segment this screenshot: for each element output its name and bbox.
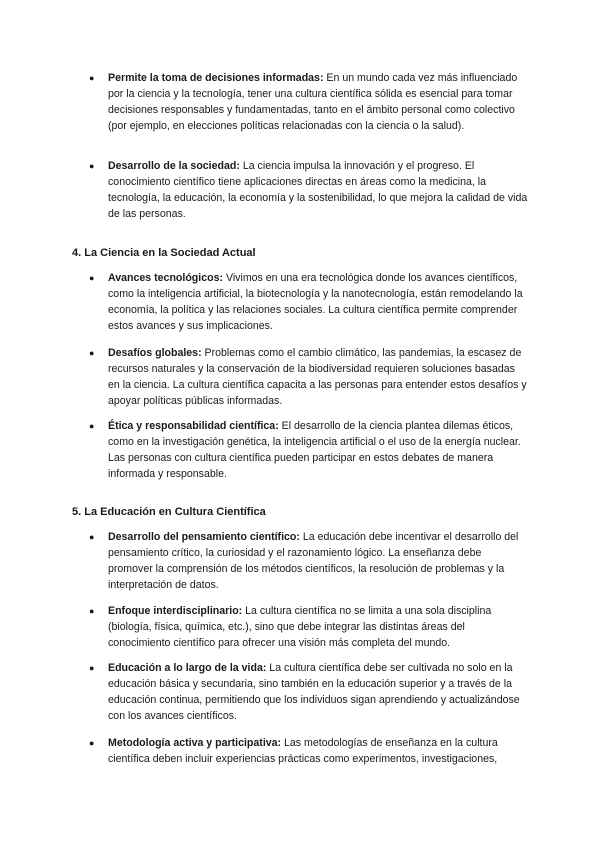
item-text: El desarrollo de la ciencia plantea dilemas éticos, como en la investigación genética, la inteligencia artificial o el uso de la energía nuclear. Las personas con cultura científica pueden participar en estos debates de manera informada y responsable.: [108, 420, 521, 480]
item-label: Metodología activa y participativa:: [108, 737, 282, 749]
bullet-icon: ●: [89, 348, 95, 358]
item-text: La cultura científica debe ser cultivada no solo en la educación básica y secundaria, sino también en la educación superior y a través de la educación continua, permitiendo que los individuos sigan aprendiendo y actualizándose con los avances científicos.: [108, 662, 520, 722]
item-label: Enfoque interdisciplinario:: [108, 605, 243, 617]
item-text: La ciencia impulsa la innovación y el progreso. El conocimiento científico tiene aplicaciones directas en áreas como la medicina, la tecnología, la educación, la economía y la sostenibilidad, lo que mejora la calidad de vida de las personas.: [108, 160, 528, 220]
list-item: [89, 418, 528, 482]
list-item: [89, 270, 528, 334]
item-text: Vivimos en una era tecnológica donde los avances científicos, como la inteligencia artificial, la biotecnología y la nanotecnología, están remodelando la economía, la política y las relaciones sociales. La cultura científica permite comprender estos avances y sus implicaciones.: [108, 272, 523, 332]
bullet-icon: ●: [89, 273, 95, 283]
section-heading: 5. La Educación en Cultura Científica: [72, 506, 266, 518]
list-item: [89, 70, 528, 134]
item-label: Permite la toma de decisiones informadas:: [108, 72, 324, 84]
item-label: Desafíos globales:: [108, 347, 202, 359]
item-text: La cultura científica no se limita a una sola disciplina (biología, física, química, etc.), sino que debe integrar las distintas áreas del conocimiento científico para ofrecer una visión más completa del mundo.: [108, 605, 492, 649]
list-item: [89, 603, 528, 651]
list-item: [89, 735, 528, 767]
item-text: La educación debe incentivar el desarrollo del pensamiento crítico, la curiosidad y el razonamiento lógico. La enseñanza debe promover la comprensión de los métodos científicos, la resolución de problemas y la interpretación de datos.: [108, 531, 519, 591]
bullet-icon: ●: [89, 73, 95, 83]
bullet-icon: ●: [89, 738, 95, 748]
item-text: En un mundo cada vez más influenciado por la ciencia y la tecnología, tener una cultura científica sólida es esencial para tomar decisiones responsables y fundamentadas, tanto en el ámbito personal como colectivo (por ejemplo, en elecciones políticas relacionadas con la ciencia o la salud).: [108, 72, 518, 132]
bullet-icon: ●: [89, 606, 95, 616]
bullet-icon: ●: [89, 532, 95, 542]
item-text: Las metodologías de enseñanza en la cultura científica deben incluir experiencias prácticas como experimentos, investigaciones,: [108, 737, 498, 765]
list-item: [89, 158, 528, 222]
item-label: Avances tecnológicos:: [108, 272, 223, 284]
bullet-icon: ●: [89, 663, 95, 673]
bullet-icon: ●: [89, 421, 95, 431]
list-item: [89, 529, 528, 593]
section-heading: 4. La Ciencia en la Sociedad Actual: [72, 247, 256, 259]
item-label: Desarrollo del pensamiento científico:: [108, 531, 300, 543]
list-item: [89, 345, 528, 409]
item-label: Ética y responsabilidad científica:: [108, 420, 279, 432]
bullet-icon: ●: [89, 161, 95, 171]
item-text: Problemas como el cambio climático, las pandemias, la escasez de recursos naturales y la conservación de la biodiversidad requieren soluciones basadas en la ciencia. La cultura científica capacita a las personas para entender estos desafíos y apoyar políticas públicas informadas.: [108, 347, 527, 407]
item-label: Desarrollo de la sociedad:: [108, 160, 240, 172]
list-item: [89, 660, 528, 724]
item-label: Educación a lo largo de la vida:: [108, 662, 267, 674]
